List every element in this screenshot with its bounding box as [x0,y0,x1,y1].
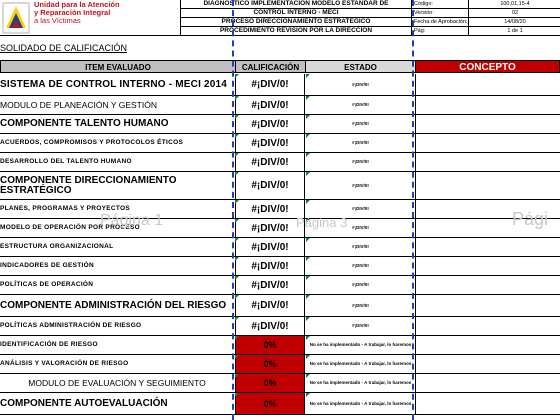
item-evaluado-label: DESARROLLO DEL TALENTO HUMANO [0,158,132,165]
cell-comment-marker-icon [235,238,239,242]
item-evaluado-cell[interactable] [0,317,234,335]
concepto-cell[interactable] [415,374,560,393]
concepto-cell[interactable] [415,393,560,415]
cell-comment-marker-icon [306,355,310,359]
calificacion-cell[interactable]: #¡DIV/0! [235,257,305,275]
calificacion-cell[interactable]: #¡DIV/0! [235,238,305,256]
cell-comment-marker-icon [235,96,239,100]
concepto-cell[interactable] [415,336,560,355]
cell-comment-marker-icon [306,96,310,100]
cell-comment-marker-icon [306,295,310,299]
document-header [0,0,560,38]
table-row[interactable] [0,374,415,393]
item-evaluado-cell[interactable] [0,355,234,373]
estado-cell[interactable]: No se ha implementado - A trabajar, lo haremos [309,400,412,406]
page-watermark: Página 3 [296,215,348,230]
item-evaluado-label: ESTRUCTURA ORGANIZACIONAL [0,243,114,250]
cell-comment-marker-icon [235,355,239,359]
table-row[interactable] [0,219,415,238]
item-evaluado-cell[interactable] [0,74,234,95]
item-evaluado-cell[interactable] [0,336,234,354]
page-break-line [412,0,414,420]
estado-cell[interactable]: #¡DIV/0! [352,102,369,107]
cell-comment-marker-icon [235,115,239,119]
logo-line-2: y Reparación Integral [34,8,111,17]
header-rule [181,8,560,9]
item-evaluado-cell[interactable] [0,172,234,199]
estado-cell[interactable]: #¡DIV/0! [352,244,369,249]
meta-label-pag: Pág: [414,28,426,34]
estado-cell[interactable]: No se ha implementado - A trabajar, lo haremos [309,380,412,385]
calificacion-cell[interactable]: 0% [235,355,305,373]
estado-cell[interactable]: #¡DIV/0! [352,302,369,308]
cell-comment-marker-icon [235,276,239,280]
item-evaluado-cell[interactable] [0,374,234,392]
item-evaluado-label: MODULO DE PLANEACIÓN Y GESTIÓN [0,100,157,110]
table-row[interactable] [0,317,415,336]
cell-comment-marker-icon [306,276,310,280]
calificacion-cell[interactable]: #¡DIV/0! [235,317,305,335]
calificacion-cell[interactable]: #¡DIV/0! [235,295,305,316]
col-header-calificacion[interactable]: CALIFICACIÓN [235,60,306,73]
cell-comment-marker-icon [235,295,239,299]
cell-comment-marker-icon [306,74,310,78]
doc-title-line-1: DIAGNOSTICO IMPLEMENTACION MODELO ESTANDAR DE [203,0,389,7]
item-evaluado-label: PLANES, PROGRAMAS Y PROYECTOS [0,205,131,212]
calificacion-cell[interactable]: #¡DIV/0! [235,153,305,171]
cell-comment-marker-icon [306,336,310,340]
concepto-cell[interactable] [415,355,560,374]
concepto-cell[interactable] [415,257,560,276]
colombia-flag-icon [2,2,30,34]
table-row[interactable] [0,134,415,153]
cell-comment-marker-icon [306,317,310,321]
item-evaluado-label: ANÁLISIS Y VALORACIÓN DE RIESGO [0,360,129,367]
meta-value-codigo: 100,01,15-4 [500,1,530,7]
header-rule [181,17,560,18]
item-evaluado-label: SISTEMA DE CONTROL INTERNO - MECI 2014 [0,78,228,90]
section-title: SOLIDADO DE CALIFICACIÓN [0,43,128,53]
table-row[interactable] [0,393,415,415]
header-rule [0,35,560,36]
doc-title-line-2: CONTROL INTERNO - MECI [253,9,339,16]
item-evaluado-label: POLÍTICAS DE OPERACIÓN [0,281,94,288]
page-watermark: Pági [512,209,549,229]
estado-cell[interactable]: No se ha implementado - A trabajar, lo haremos [309,342,412,347]
meta-label-codigo: Código: [414,1,433,7]
meta-label-version: Versión: [414,10,434,16]
cell-comment-marker-icon [306,115,310,119]
page-break-line [232,0,234,420]
item-evaluado-cell[interactable] [0,134,234,152]
cell-comment-marker-icon [306,393,310,397]
header-divider [180,0,181,36]
item-evaluado-label: COMPONENTE ADMINISTRACIÓN DEL RIESGO [0,299,227,311]
cell-comment-marker-icon [235,74,239,78]
logo-line-3: a las Víctimas [34,16,81,25]
estado-cell[interactable]: #¡DIV/0! [352,159,369,164]
estado-cell[interactable]: No se ha implementado - A trabajar, lo haremos [309,361,412,366]
item-evaluado-label: COMPONENTE DIRECCIONAMIENTO ESTRATÉGICO [0,174,177,196]
logo-line-1: Unidad para la Atención [34,0,120,9]
item-evaluado-cell[interactable] [0,153,234,171]
item-evaluado-cell[interactable] [0,276,234,294]
cell-comment-marker-icon [306,200,310,204]
cell-comment-marker-icon [235,374,239,378]
estado-cell[interactable]: #¡DIV/0! [352,81,369,87]
estado-cell[interactable]: #¡DIV/0! [352,182,369,188]
concepto-cell[interactable] [415,295,560,317]
item-evaluado-label: ACUERDOS, COMPROMISOS Y PROTOCOLOS ÉTICOS [0,139,184,146]
table-row[interactable] [0,115,415,134]
table-row[interactable] [0,336,415,355]
calificacion-cell[interactable]: #¡DIV/0! [235,200,305,218]
table-row[interactable] [0,295,415,317]
header-rule [181,26,560,27]
item-evaluado-cell[interactable] [0,295,234,316]
meta-label-fecha: Fecha de Aprobación: [414,19,468,25]
cell-comment-marker-icon [306,153,310,157]
col-header-concepto[interactable]: CONCEPTO [415,60,560,73]
item-evaluado-label: IDENTIFICACIÓN DE RIESGO [0,341,98,348]
cell-comment-marker-icon [306,134,310,138]
calificacion-cell[interactable]: 0% [235,393,305,414]
cell-comment-marker-icon [235,336,239,340]
calificacion-cell[interactable]: 0% [235,336,305,354]
concepto-cell[interactable] [415,238,560,257]
item-evaluado-label: MODELO DE OPERACIÓN POR PROCESO [0,224,141,231]
calificacion-cell[interactable]: #¡DIV/0! [235,172,305,199]
estado-cell[interactable]: #¡DIV/0! [352,140,369,145]
table-row[interactable] [0,257,415,276]
table-row[interactable] [0,74,415,96]
table-row[interactable] [0,238,415,257]
estado-cell[interactable]: #¡DIV/0! [352,206,369,211]
concepto-cell[interactable] [415,134,560,153]
table-row[interactable] [0,355,415,374]
item-evaluado-label: POLÍTICAS ADMINISTRACIÓN DE RIESGO [0,322,142,329]
estado-cell[interactable]: #¡DIV/0! [352,282,369,287]
cell-comment-marker-icon [235,200,239,204]
estado-cell[interactable]: #¡DIV/0! [352,323,369,328]
meta-value-version: 02 [511,10,519,16]
calificacion-cell[interactable]: #¡DIV/0! [235,115,305,133]
calificacion-cell[interactable]: 0% [235,374,305,392]
cell-comment-marker-icon [235,219,239,223]
doc-title-line-4: PROCEDIMIENTO REVISION POR LA DIRECCIÓN [219,27,373,34]
cell-comment-marker-icon [306,374,310,378]
calificacion-cell[interactable]: #¡DIV/0! [235,96,305,114]
unidad-victimas-logo [0,0,180,38]
cell-comment-marker-icon [306,238,310,242]
col-header-item[interactable]: ITEM EVALUADO [0,60,236,73]
page-watermark: Página 1 [100,212,164,229]
col-header-estado[interactable]: ESTADO [305,60,416,73]
cell-comment-marker-icon [235,317,239,321]
cell-comment-marker-icon [306,257,310,261]
table-row[interactable] [0,200,415,219]
item-evaluado-cell[interactable] [0,257,234,275]
cell-comment-marker-icon [235,172,239,176]
calificacion-cell[interactable]: #¡DIV/0! [235,74,305,95]
item-evaluado-label: MODULO DE EVALUACIÓN Y SEGUIMIENTO [28,378,206,388]
concepto-cell[interactable] [415,276,560,295]
meta-value-pag: 1 de 1 [507,28,523,34]
cell-comment-marker-icon [235,134,239,138]
estado-cell[interactable]: #¡DIV/0! [352,225,369,230]
table-row[interactable] [0,172,415,200]
calificacion-cell[interactable]: #¡DIV/0! [235,219,305,237]
table-row[interactable] [0,153,415,172]
meta-value-fecha: 14/08/20 [504,19,526,25]
concepto-cell[interactable] [415,74,560,96]
estado-cell[interactable]: #¡DIV/0! [352,263,369,268]
cell-comment-marker-icon [235,393,239,397]
concepto-cell[interactable] [415,317,560,336]
concepto-cell[interactable] [415,115,560,134]
calificacion-cell[interactable]: #¡DIV/0! [235,134,305,152]
item-evaluado-label: COMPONENTE AUTOEVALUACIÓN [0,397,168,409]
doc-title-line-3: PROCESO DIRECCIONAMIENTO ESTRATEGICO [221,18,371,25]
header-divider [468,0,469,36]
concepto-cell[interactable] [415,96,560,115]
item-evaluado-label: INDICADORES DE GESTIÓN [0,262,94,269]
item-evaluado-cell[interactable] [0,393,234,414]
item-evaluado-cell[interactable] [0,96,234,114]
cell-comment-marker-icon [306,172,310,176]
calificacion-cell[interactable]: #¡DIV/0! [235,276,305,294]
estado-cell[interactable]: #¡DIV/0! [352,121,369,126]
cell-comment-marker-icon [235,257,239,261]
concepto-cell[interactable] [415,153,560,172]
cell-comment-marker-icon [235,153,239,157]
item-evaluado-cell[interactable] [0,238,234,256]
table-row[interactable] [0,276,415,295]
table-row[interactable] [0,96,415,115]
concepto-cell[interactable] [415,172,560,200]
item-evaluado-cell[interactable] [0,115,234,133]
item-evaluado-label: COMPONENTE TALENTO HUMANO [0,118,169,129]
